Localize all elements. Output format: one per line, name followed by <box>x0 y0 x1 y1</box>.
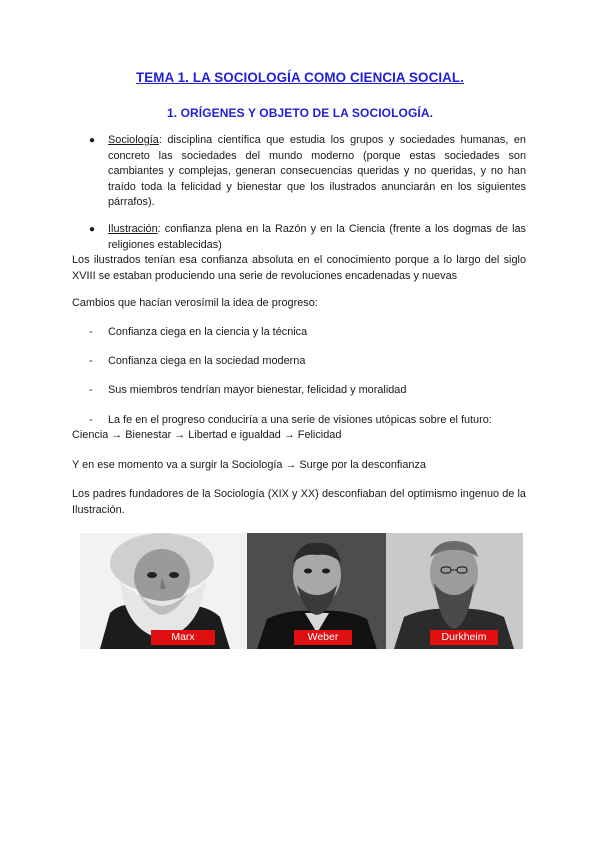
dash-marker: - <box>89 355 93 367</box>
dash-item-text: Sus miembros tendrían mayor bienestar, felicidad y moralidad <box>108 384 407 396</box>
dash-item-text: La fe en el progreso conduciría a una serie de visiones utópicas sobre el futuro: <box>108 414 492 426</box>
section-heading: 1. ORÍGENES Y OBJETO DE LA SOCIOLOGÍA. <box>166 106 434 120</box>
label-marx: Marx <box>151 630 215 645</box>
bullet-ilustracion <box>89 222 526 253</box>
dash-item <box>89 354 528 370</box>
dash-marker: - <box>89 326 93 338</box>
bullet-term: Sociología <box>108 134 159 146</box>
label-weber: Weber <box>294 630 352 645</box>
dash-item <box>89 325 528 341</box>
label-durkheim: Durkheim <box>430 630 498 645</box>
paragraph-cambios: Cambios que hacían verosímil la idea de progreso: <box>72 297 318 309</box>
dash-item <box>89 413 528 429</box>
bullet-text: : confianza plena en la Razón y en la Ciencia (frente a los dogmas de las religiones establecidas) <box>108 223 526 251</box>
paragraph-ilustrados: Los ilustrados tenían esa confianza absoluta en el conocimiento porque a lo largo del siglo XVIII se estaban produciendo una serie de revoluciones encadenadas y nuevas <box>72 254 526 282</box>
dash-marker: - <box>89 414 93 426</box>
founders-photo <box>80 533 523 649</box>
dash-item-text: Confianza ciega en la ciencia y la técnica <box>108 326 308 338</box>
progress-chain: Ciencia → Bienestar → Libertad e igualdad → Felicidad <box>72 429 342 441</box>
bullet-dot-icon: ● <box>89 224 96 235</box>
dash-item-text: Confianza ciega en la sociedad moderna <box>108 355 306 367</box>
document-title: TEMA 1. LA SOCIOLOGÍA COMO CIENCIA SOCIAL. <box>135 70 465 85</box>
paragraph-surgimiento: Y en ese momento va a surgir la Sociología → Surge por la desconfianza <box>72 459 426 471</box>
bullet-text: : disciplina científica que estudia los grupos y sociedades humanas, en concreto las sociedades del mundo moderno (porque estas sociedades son cambiantes y complejas, generan consecuencias queridas y no queridas, y no han traído toda la felicidad y bienestar que los ilustrados anunciarán en los siguientes párrafos). <box>108 134 526 209</box>
paragraph-padres-fundadores: Los padres fundadores de la Sociología (XIX y XX) desconfiaban del optimismo ingenuo de la Ilustración. <box>72 488 526 516</box>
bullet-term: Ilustración <box>108 223 158 235</box>
dash-item <box>89 383 528 399</box>
bullet-sociologia <box>89 133 526 211</box>
bullet-dot-icon: ● <box>89 135 96 146</box>
dash-marker: - <box>89 384 93 396</box>
